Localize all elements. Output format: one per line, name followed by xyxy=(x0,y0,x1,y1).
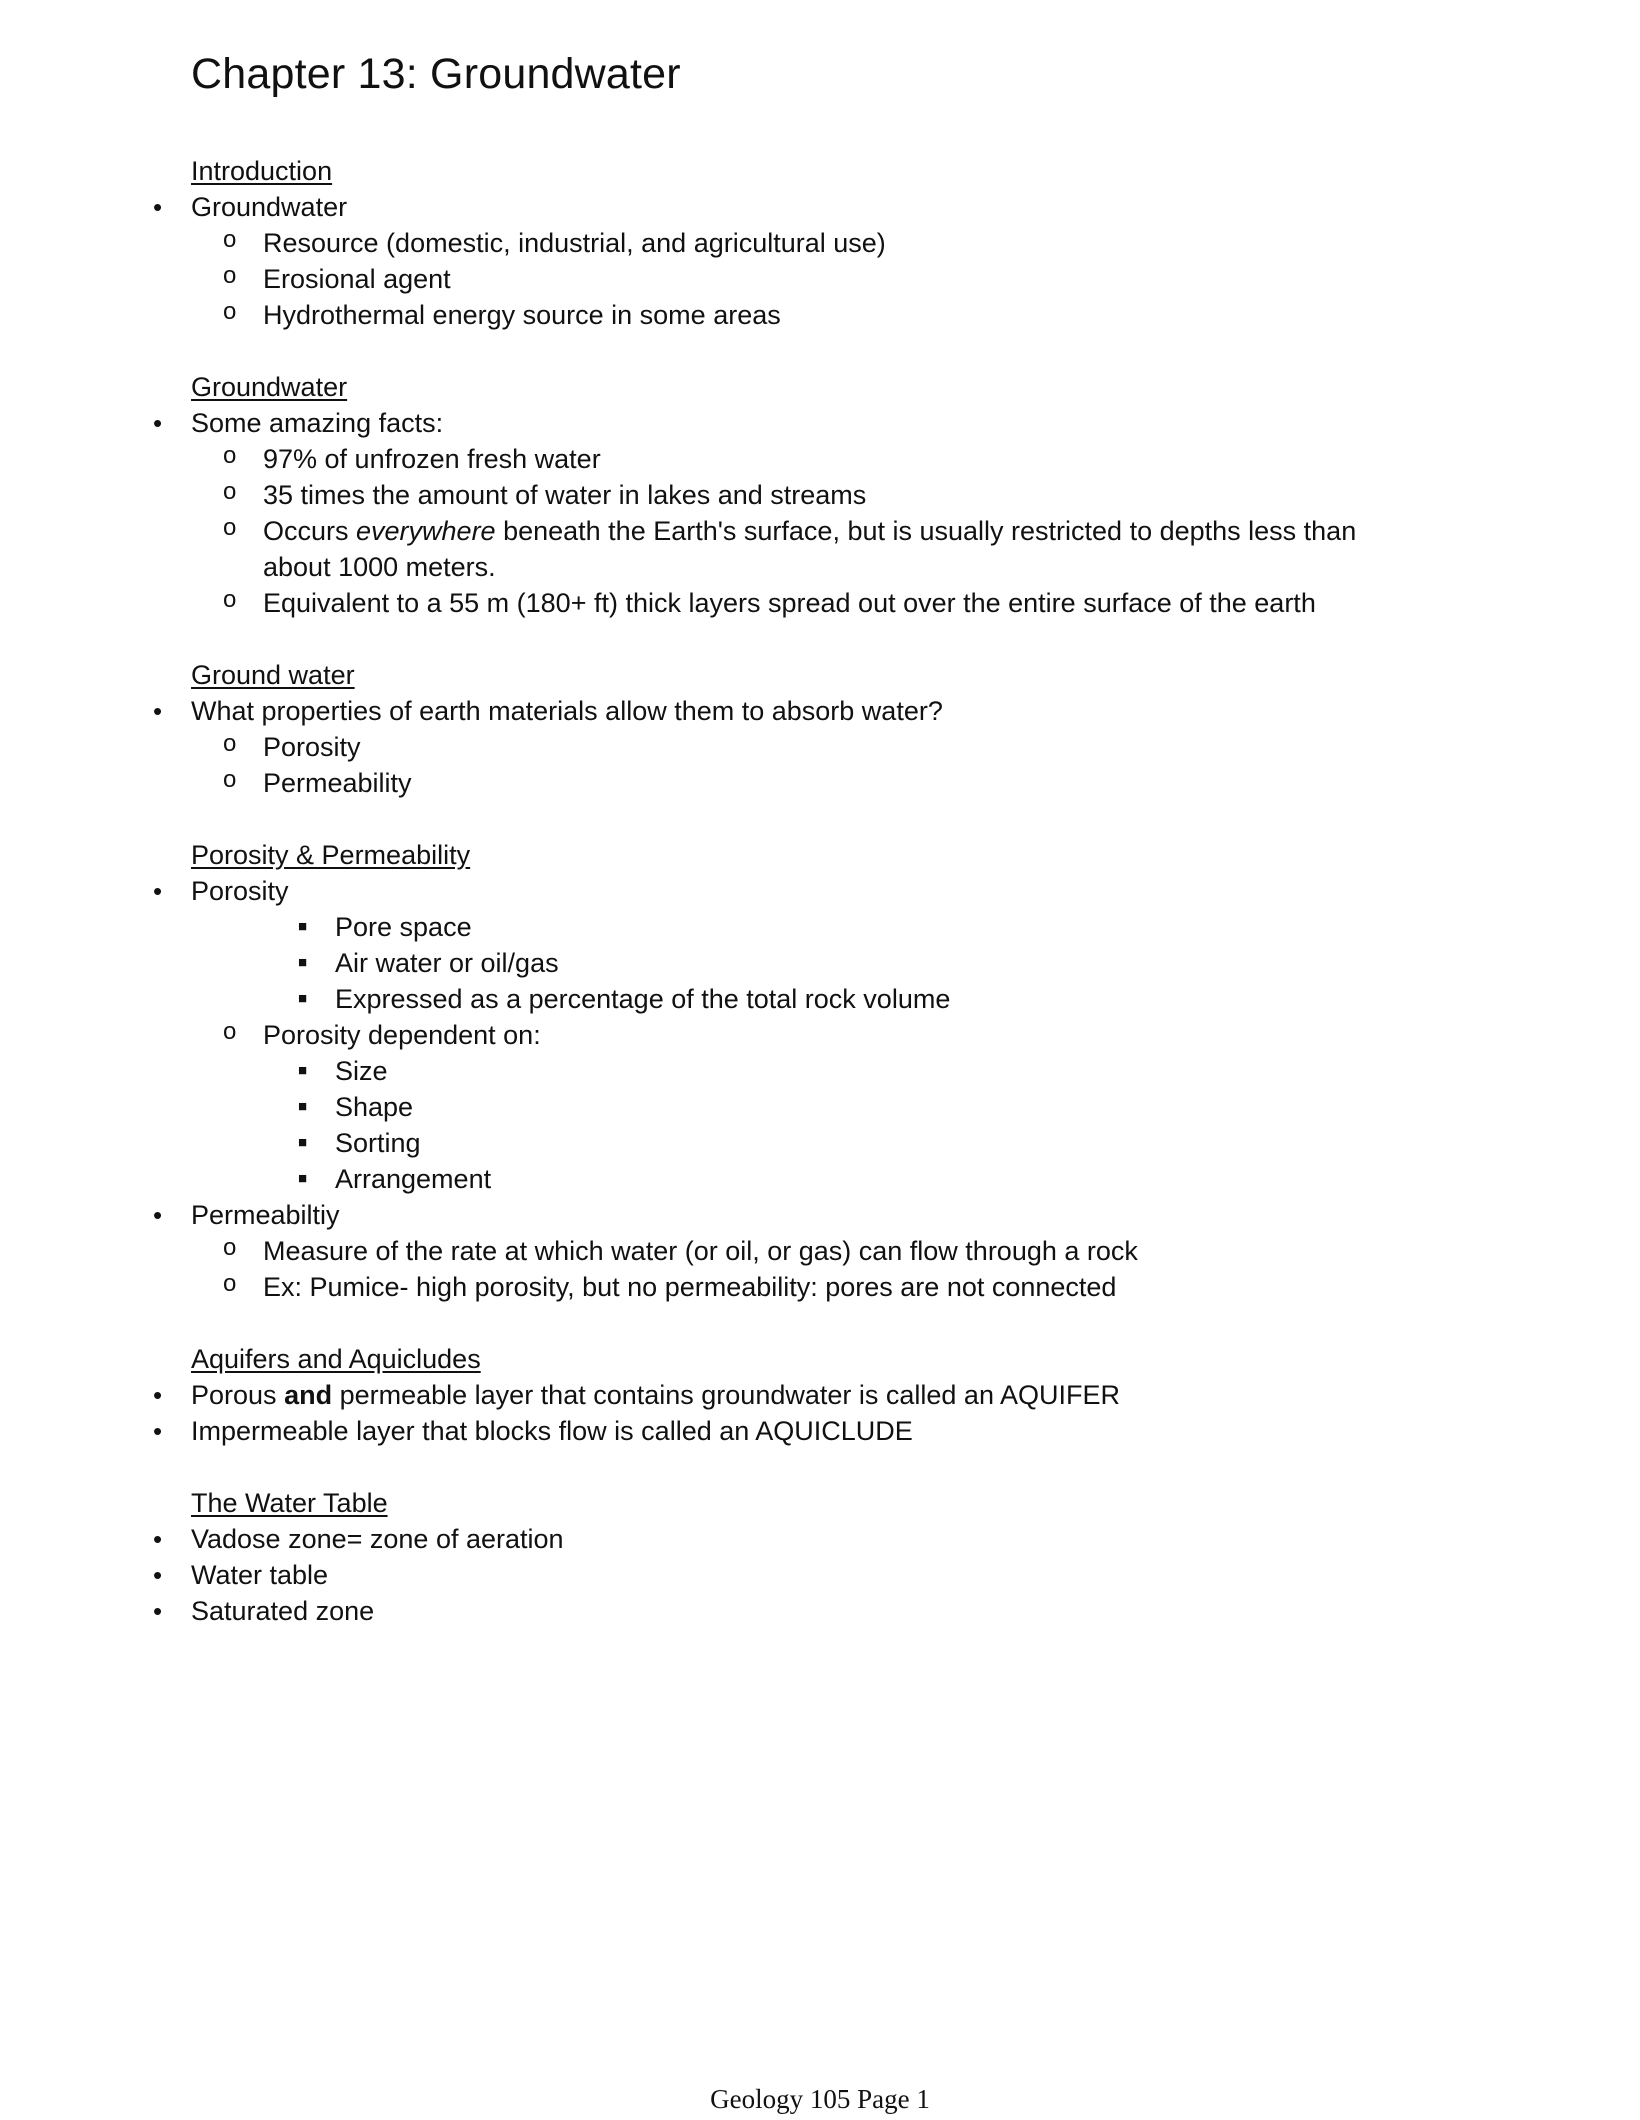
bullet-circle-icon: o xyxy=(223,766,237,793)
list-item-text: Expressed as a percentage of the total rock volume xyxy=(335,984,951,1014)
list-item xyxy=(0,1053,1640,1089)
emphasis-text: everywhere xyxy=(356,516,496,546)
list-item-text xyxy=(191,1377,1640,1413)
bold-text: and xyxy=(284,1380,333,1410)
list-item-text: Some amazing facts: xyxy=(191,408,444,438)
list-item-text: Porosity dependent on: xyxy=(263,1020,541,1050)
list-item xyxy=(0,1197,1640,1233)
list-item-text: Shape xyxy=(335,1092,414,1122)
list-item-text: Permeability xyxy=(263,768,412,798)
bullet-disc-icon: • xyxy=(153,1596,163,1626)
list-item-text: Impermeable layer that blocks flow is called an AQUICLUDE xyxy=(191,1416,913,1446)
list-item xyxy=(0,405,1640,441)
list-item xyxy=(0,1125,1640,1161)
bullet-square-icon: ■ xyxy=(298,1134,308,1151)
list-item-text: What properties of earth materials allow them to absorb water? xyxy=(191,696,943,726)
text-run: permeable layer that contains groundwater is called an AQUIFER xyxy=(332,1380,1120,1410)
list-item-text: Size xyxy=(335,1056,388,1086)
bullet-square-icon: ■ xyxy=(298,1170,308,1187)
section-groundwater xyxy=(0,369,1640,621)
list-item xyxy=(0,1593,1640,1629)
bullet-square-icon: ■ xyxy=(298,954,308,971)
list-item xyxy=(0,765,1640,801)
bullet-circle-icon: o xyxy=(223,262,237,289)
list-item xyxy=(0,1161,1640,1197)
bullet-disc-icon: • xyxy=(153,876,163,906)
list-item xyxy=(0,261,1640,297)
section-heading: Porosity & Permeability xyxy=(191,840,471,870)
list-item xyxy=(0,441,1640,477)
section-heading: Groundwater xyxy=(191,372,348,402)
list-item xyxy=(0,693,1640,729)
list-item xyxy=(0,477,1640,513)
bullet-disc-icon: • xyxy=(153,1380,163,1410)
list-item-text: Equivalent to a 55 m (180+ ft) thick layers spread out over the entire surface of the earth xyxy=(263,588,1316,618)
list-item xyxy=(0,1557,1640,1593)
list-item-text: Porosity xyxy=(191,876,289,906)
list-item xyxy=(0,1521,1640,1557)
bullet-square-icon: ■ xyxy=(298,1098,308,1115)
section-introduction xyxy=(0,153,1640,333)
list-item-text: Permeabiltiy xyxy=(191,1200,340,1230)
list-item-text: Resource (domestic, industrial, and agricultural use) xyxy=(263,228,886,258)
bullet-circle-icon: o xyxy=(223,226,237,253)
list-item xyxy=(0,1017,1640,1053)
list-item-text: Erosional agent xyxy=(263,264,451,294)
list-item xyxy=(0,225,1640,261)
bullet-square-icon: ■ xyxy=(298,1062,308,1079)
section-water-table xyxy=(0,1485,1640,1629)
list-item-text: Porosity xyxy=(263,732,361,762)
list-item-text: Saturated zone xyxy=(191,1596,375,1626)
list-item-text: Arrangement xyxy=(335,1164,492,1194)
bullet-disc-icon: • xyxy=(153,696,163,726)
list-item xyxy=(0,189,1640,225)
bullet-circle-icon: o xyxy=(223,1018,237,1045)
list-item xyxy=(0,729,1640,765)
list-item xyxy=(0,585,1640,621)
list-item-text: Measure of the rate at which water (or oil, or gas) can flow through a rock xyxy=(263,1236,1138,1266)
list-item-text: Ex: Pumice- high porosity, but no permeability: pores are not connected xyxy=(263,1272,1117,1302)
bullet-circle-icon: o xyxy=(223,442,237,469)
section-heading: Ground water xyxy=(191,660,355,690)
bullet-square-icon: ■ xyxy=(298,918,308,935)
list-item-text: Hydrothermal energy source in some areas xyxy=(263,300,781,330)
list-item-text: Water table xyxy=(191,1560,329,1590)
text-run: Porous xyxy=(191,1380,285,1410)
list-item-text: Sorting xyxy=(335,1128,421,1158)
section-heading: Introduction xyxy=(191,156,333,186)
notes-body xyxy=(0,153,1640,1665)
list-item xyxy=(0,1269,1640,1305)
section-aquifers-aquicludes xyxy=(0,1341,1640,1449)
list-item xyxy=(0,909,1640,945)
section-ground-water xyxy=(0,657,1640,801)
list-item-text: 35 times the amount of water in lakes and streams xyxy=(263,480,867,510)
list-item xyxy=(0,513,1640,585)
page-title: Chapter 13: Groundwater xyxy=(191,50,681,98)
bullet-circle-icon: o xyxy=(223,730,237,757)
list-item-text xyxy=(263,513,1373,585)
bullet-disc-icon: • xyxy=(153,1200,163,1230)
list-item-text: Air water or oil/gas xyxy=(335,948,559,978)
text-run: beneath the Earth's surface, but is usually restricted to depths less than about 1000 meters. xyxy=(263,516,1357,582)
section-heading: The Water Table xyxy=(191,1488,388,1518)
bullet-disc-icon: • xyxy=(153,1416,163,1446)
list-item xyxy=(0,1377,1640,1413)
bullet-circle-icon: o xyxy=(223,586,237,613)
bullet-disc-icon: • xyxy=(153,1524,163,1554)
list-item-text: 97% of unfrozen fresh water xyxy=(263,444,601,474)
section-porosity-permeability xyxy=(0,837,1640,1305)
bullet-disc-icon: • xyxy=(153,192,163,222)
page-footer: Geology 105 Page 1 xyxy=(710,2084,930,2114)
list-item xyxy=(0,873,1640,909)
list-item xyxy=(0,297,1640,333)
bullet-disc-icon: • xyxy=(153,408,163,438)
bullet-circle-icon: o xyxy=(223,478,237,505)
bullet-disc-icon: • xyxy=(153,1560,163,1590)
list-item xyxy=(0,945,1640,981)
bullet-circle-icon: o xyxy=(223,1234,237,1261)
list-item xyxy=(0,1233,1640,1269)
list-item-text: Groundwater xyxy=(191,192,348,222)
bullet-square-icon: ■ xyxy=(298,990,308,1007)
list-item-text: Vadose zone= zone of aeration xyxy=(191,1524,564,1554)
bullet-circle-icon: o xyxy=(223,514,237,541)
list-item-text: Pore space xyxy=(335,912,472,942)
bullet-circle-icon: o xyxy=(223,298,237,325)
text-run: Occurs xyxy=(263,516,357,546)
bullet-circle-icon: o xyxy=(223,1270,237,1297)
list-item xyxy=(0,981,1640,1017)
list-item xyxy=(0,1413,1640,1449)
list-item xyxy=(0,1089,1640,1125)
section-heading: Aquifers and Aquicludes xyxy=(191,1344,481,1374)
